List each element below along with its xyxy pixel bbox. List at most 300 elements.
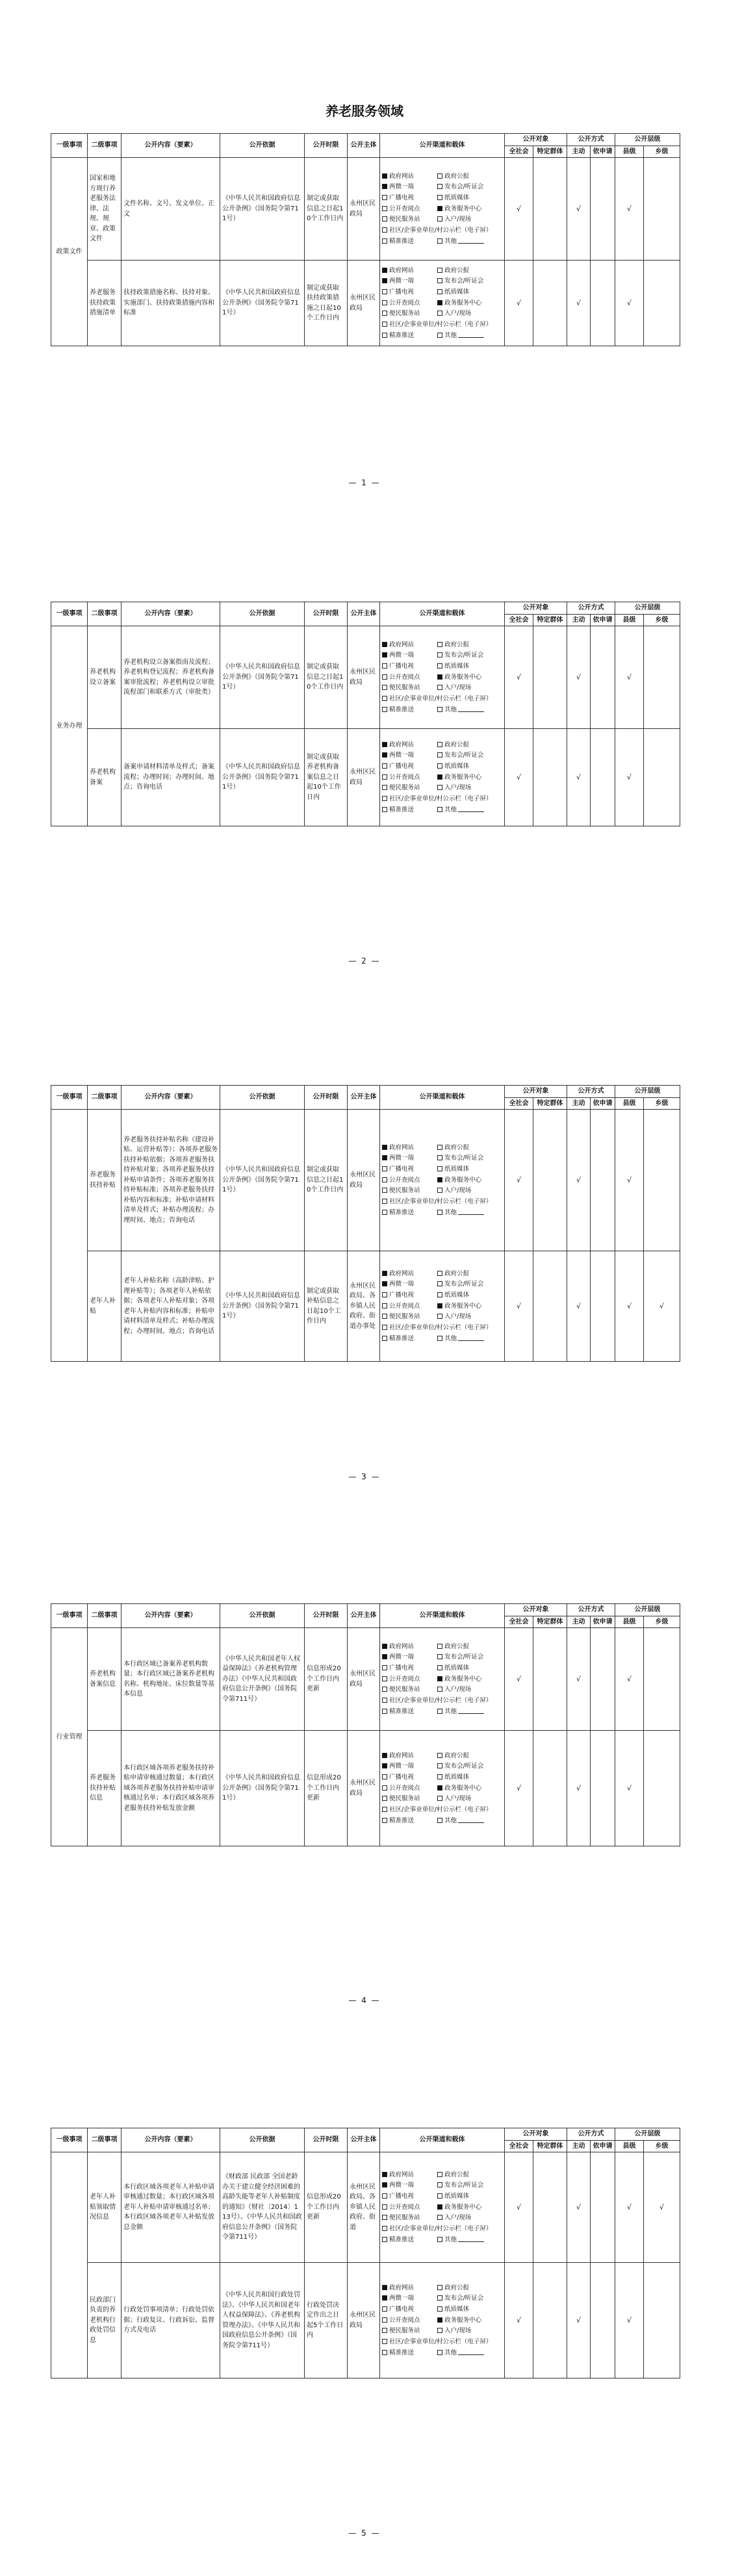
channel-label-broadcast: 广播电视 xyxy=(389,1165,415,1173)
checked-box-icon xyxy=(382,652,387,657)
channel-option xyxy=(437,1674,502,1685)
unchecked-box-icon xyxy=(382,685,387,690)
cell-level-county: √ xyxy=(615,2152,644,2263)
channel-label-paper: 纸质媒体 xyxy=(444,662,470,670)
unchecked-box-icon xyxy=(437,1166,442,1171)
header-object-all: 全社会 xyxy=(505,146,533,158)
header-content: 公开内容（要素） xyxy=(122,1604,220,1628)
channel-option xyxy=(382,1153,437,1164)
channel-label-gov-site: 政府网站 xyxy=(389,2171,415,2178)
header-object-all: 全社会 xyxy=(505,2140,533,2152)
cell-content: 行政处罚事项清单；行政处罚依据；行政复议、行政诉讼、监督方式及电话 xyxy=(122,2263,220,2378)
unchecked-box-icon xyxy=(437,1210,442,1215)
cell-level-county: √ xyxy=(615,261,644,346)
unchecked-box-icon xyxy=(437,1654,442,1659)
unchecked-box-icon xyxy=(382,1818,387,1823)
checked-box-icon xyxy=(382,2172,387,2177)
cell-content: 文件名称、文号、发文单位、正文 xyxy=(122,158,220,261)
checked-box-icon xyxy=(382,278,387,283)
channel-option xyxy=(382,225,502,236)
cell-level-county: √ xyxy=(615,2263,644,2378)
checked-box-icon xyxy=(437,206,442,211)
cell-channels xyxy=(380,1251,505,1362)
cell-level-town xyxy=(644,2263,680,2378)
cell-level-town xyxy=(644,158,680,261)
channel-option xyxy=(437,182,502,192)
cell-object-specific xyxy=(533,626,567,729)
channel-label-paper: 纸质媒体 xyxy=(444,194,470,201)
header-basis: 公开依据 xyxy=(220,2128,305,2152)
header-level-town: 乡级 xyxy=(644,146,680,158)
channel-label-hotline: 便民服务站 xyxy=(389,1313,420,1321)
header-method: 公开方式 xyxy=(567,134,615,146)
channel-label-board: 公开查阅点 xyxy=(389,2316,420,2324)
cell-content: 老年人补贴名称（高龄津贴、护理补贴等）；各项老年人补贴依据；各项老年人补贴对象；各项老年人补贴内容和标准；补贴申请材料清单及样式；补贴办理流程；办理时间、地点；咨询电话 xyxy=(122,1251,220,1362)
channel-list xyxy=(382,640,502,715)
checked-box-icon xyxy=(437,674,442,680)
channel-label-precise: 精准推送 xyxy=(389,1208,415,1216)
unchecked-box-icon xyxy=(437,1145,442,1150)
unchecked-box-icon xyxy=(437,289,442,294)
header-method: 公开方式 xyxy=(567,602,615,615)
channel-option xyxy=(382,661,437,672)
checked-box-icon xyxy=(382,2182,387,2187)
header-subject: 公开主体 xyxy=(348,602,380,626)
unchecked-box-icon xyxy=(437,184,442,189)
cell-basis: 《中华人民共和国行政处罚法》、《中华人民共和国老年人权益保障法》、《养老机构管理办法》、《中华人民共和国政府信息公开条例》（国务院令第711号） xyxy=(220,2263,305,2378)
channel-label-paper: 纸质媒体 xyxy=(444,2305,470,2313)
channel-option xyxy=(382,1663,437,1674)
cell-method-apply xyxy=(591,1110,615,1251)
channel-option xyxy=(437,1301,502,1312)
channel-label-board: 公开查阅点 xyxy=(389,1675,420,1683)
unchecked-box-icon xyxy=(437,2328,442,2333)
unchecked-box-icon xyxy=(382,1698,387,1703)
unchecked-box-icon xyxy=(382,1785,387,1791)
channel-option xyxy=(382,761,437,772)
channel-label-broadcast: 广播电视 xyxy=(389,288,415,296)
checked-box-icon xyxy=(382,1654,387,1659)
channel-option xyxy=(437,1175,502,1186)
channel-list xyxy=(382,1642,502,1717)
checked-box-icon xyxy=(382,1145,387,1150)
cell-level1: 业务办理 xyxy=(51,626,88,826)
channel-label-paper: 纸质媒体 xyxy=(444,1165,470,1173)
channel-option xyxy=(437,276,502,287)
channel-option xyxy=(382,1652,437,1663)
channel-label-precise: 精准推送 xyxy=(389,237,415,245)
checked-box-icon xyxy=(382,1644,387,1649)
channel-option xyxy=(382,2304,437,2315)
channel-label-other: 其他 xyxy=(444,2349,457,2356)
channel-option xyxy=(382,2315,437,2326)
table-row xyxy=(51,2152,680,2263)
unchecked-box-icon xyxy=(437,2172,442,2177)
channel-option xyxy=(437,214,502,225)
header-level1: 一级事项 xyxy=(51,1604,88,1628)
channel-option xyxy=(382,2180,437,2191)
channel-label-paper: 纸质媒体 xyxy=(444,1664,470,1672)
unchecked-box-icon xyxy=(437,268,442,273)
channel-option xyxy=(382,2213,437,2223)
table-row xyxy=(51,1110,680,1251)
unchecked-box-icon xyxy=(382,1210,387,1215)
unchecked-box-icon xyxy=(382,238,387,244)
channel-label-service-center: 政务服务中心 xyxy=(444,2203,482,2211)
cell-level1 xyxy=(51,2152,88,2378)
cell-level2: 养老服务扶持政策措施清单 xyxy=(88,261,122,346)
cell-level-town: √ xyxy=(644,2152,680,2263)
checked-box-icon xyxy=(382,268,387,273)
table-row xyxy=(51,729,680,826)
channel-label-community: 社区/企事业单位/村公示栏（电子屏） xyxy=(389,2338,492,2345)
unchecked-box-icon xyxy=(382,1676,387,1681)
other-blank-line xyxy=(458,805,484,812)
channel-label-one-net: 两微一端 xyxy=(389,1763,415,1770)
channel-list xyxy=(382,2283,502,2358)
channel-label-other: 其他 xyxy=(444,237,457,245)
channel-option xyxy=(437,740,502,750)
cell-subject: 永州区民政局 xyxy=(348,1731,380,1846)
channel-list xyxy=(382,1269,502,1344)
header-level1: 一级事项 xyxy=(51,134,88,158)
header-content: 公开内容（要素） xyxy=(122,602,220,626)
unchecked-box-icon xyxy=(437,2182,442,2187)
channel-option xyxy=(382,2235,437,2245)
channel-list xyxy=(382,740,502,815)
catalog-table xyxy=(51,133,680,346)
channel-label-precise: 精准推送 xyxy=(389,706,415,713)
channel-option xyxy=(437,683,502,693)
unchecked-box-icon xyxy=(382,674,387,680)
cell-method-active: √ xyxy=(567,1628,591,1731)
unchecked-box-icon xyxy=(437,1292,442,1297)
checked-box-icon xyxy=(437,774,442,780)
channel-label-press: 发布会/听证会 xyxy=(444,1653,484,1661)
unchecked-box-icon xyxy=(437,2237,442,2242)
cell-level2: 国家和地方现行养老服务法律、法规、规章、政策文件 xyxy=(88,158,122,261)
unchecked-box-icon xyxy=(382,1188,387,1193)
channel-label-precise: 精准推送 xyxy=(389,806,415,813)
channel-label-door: 入户/现场 xyxy=(444,784,472,792)
cell-subject: 永州区民政局 xyxy=(348,729,380,826)
channel-option xyxy=(382,2191,437,2202)
channel-option xyxy=(437,1642,502,1652)
cell-channels xyxy=(380,2263,505,2378)
channel-option xyxy=(437,1751,502,1761)
channel-option xyxy=(382,2293,437,2304)
cell-level-town xyxy=(644,626,680,729)
header-channels: 公开渠道和载体 xyxy=(380,1604,505,1628)
unchecked-box-icon xyxy=(382,1292,387,1297)
channel-label-gov-site: 政府网站 xyxy=(389,741,415,748)
cell-method-active: √ xyxy=(567,1251,591,1362)
channel-label-one-net: 两微一端 xyxy=(389,2182,415,2189)
channel-label-community: 社区/企事业单位/村公示栏（电子屏） xyxy=(389,1198,492,1205)
channel-option xyxy=(382,276,437,287)
unchecked-box-icon xyxy=(437,1644,442,1649)
checked-box-icon xyxy=(382,1155,387,1160)
channel-label-press: 发布会/听证会 xyxy=(444,2182,484,2189)
unchecked-box-icon xyxy=(437,1281,442,1286)
channel-option xyxy=(437,761,502,772)
channel-label-one-net: 两微一端 xyxy=(389,752,415,759)
header-time: 公开时限 xyxy=(305,134,348,158)
cell-basis: 《中华人民共和国政府信息公开条例》（国务院令第711号） xyxy=(220,261,305,346)
channel-label-one-net: 两微一端 xyxy=(389,1653,415,1661)
channel-label-press: 发布会/听证会 xyxy=(444,1281,484,1288)
channel-option xyxy=(382,320,502,330)
header-level: 公开层级 xyxy=(615,2128,680,2141)
channel-label-other: 其他 xyxy=(444,2236,457,2243)
cell-object-specific xyxy=(533,158,567,261)
cell-object-all: √ xyxy=(505,1628,533,1731)
unchecked-box-icon xyxy=(382,2328,387,2333)
header-level-county: 县级 xyxy=(615,614,644,626)
cell-method-apply xyxy=(591,1731,615,1846)
unchecked-box-icon xyxy=(437,278,442,283)
channel-label-board: 公开查阅点 xyxy=(389,299,420,307)
channel-label-service-center: 政务服务中心 xyxy=(444,673,482,681)
catalog-page xyxy=(51,1603,680,1846)
channel-label-one-net: 两微一端 xyxy=(389,2295,415,2302)
channel-label-gov-bulletin: 政府公报 xyxy=(444,641,470,648)
header-channels: 公开渠道和载体 xyxy=(380,134,505,158)
cell-level-county: √ xyxy=(615,729,644,826)
header-basis: 公开依据 xyxy=(220,1086,305,1110)
channel-label-press: 发布会/听证会 xyxy=(444,183,484,191)
cell-channels xyxy=(380,626,505,729)
channel-option xyxy=(382,1301,437,1312)
channel-option xyxy=(437,204,502,214)
header-level1: 一级事项 xyxy=(51,602,88,626)
cell-level-town xyxy=(644,729,680,826)
channel-option xyxy=(382,1175,437,1186)
header-level: 公开层级 xyxy=(615,1604,680,1616)
header-level2: 二级事项 xyxy=(88,602,122,626)
channel-label-gov-bulletin: 政府公报 xyxy=(444,1143,470,1151)
header-level-county: 县级 xyxy=(615,1097,644,1110)
channel-label-broadcast: 广播电视 xyxy=(389,194,415,201)
header-object: 公开对象 xyxy=(505,602,567,615)
channel-option xyxy=(382,1816,437,1826)
header-level: 公开层级 xyxy=(615,602,680,615)
table-row xyxy=(51,261,680,346)
channel-label-door: 入户/现场 xyxy=(444,2214,472,2222)
channel-option xyxy=(382,2348,437,2358)
header-object: 公开对象 xyxy=(505,1604,567,1616)
cell-object-specific xyxy=(533,2263,567,2378)
channel-label-precise: 精准推送 xyxy=(389,2349,415,2356)
channel-option xyxy=(382,287,437,298)
cell-method-active: √ xyxy=(567,729,591,826)
channel-list xyxy=(382,172,502,247)
header-subject: 公开主体 xyxy=(348,2128,380,2152)
unchecked-box-icon xyxy=(437,1336,442,1341)
header-content: 公开内容（要素） xyxy=(122,1086,220,1110)
cell-level1: 行业管理 xyxy=(51,1628,88,1846)
channel-label-other: 其他 xyxy=(444,331,457,339)
checked-box-icon xyxy=(382,742,387,747)
cell-channels xyxy=(380,158,505,261)
channel-option xyxy=(437,1334,502,1344)
channel-label-hotline: 便民服务站 xyxy=(389,2327,420,2335)
channel-label-service-center: 政务服务中心 xyxy=(444,299,482,307)
unchecked-box-icon xyxy=(437,1271,442,1276)
header-channels: 公开渠道和载体 xyxy=(380,602,505,626)
channel-label-other: 其他 xyxy=(444,706,457,713)
channel-label-gov-bulletin: 政府公报 xyxy=(444,172,470,180)
channel-option xyxy=(382,2337,502,2347)
cell-object-all: √ xyxy=(505,2152,533,2263)
page-number: — 1 — xyxy=(348,478,381,487)
channel-option xyxy=(382,2326,437,2336)
channel-label-broadcast: 广播电视 xyxy=(389,1664,415,1672)
cell-subject: 永州区民政局 xyxy=(348,626,380,729)
channel-label-board: 公开查阅点 xyxy=(389,1176,420,1184)
table-row xyxy=(51,1731,680,1846)
channel-label-door: 入户/现场 xyxy=(444,1313,472,1321)
unchecked-box-icon xyxy=(382,1336,387,1341)
unchecked-box-icon xyxy=(382,289,387,294)
header-object-specific: 特定群体 xyxy=(533,1616,567,1628)
channel-label-gov-site: 政府网站 xyxy=(389,641,415,648)
cell-basis: 《中华人民共和国政府信息公开条例》（国务院令第711号） xyxy=(220,1110,305,1251)
channel-label-other: 其他 xyxy=(444,1334,457,1342)
header-method-apply: 依申请 xyxy=(591,1616,615,1628)
unchecked-box-icon xyxy=(437,752,442,758)
channel-option xyxy=(437,1685,502,1695)
cell-level1 xyxy=(51,1110,88,1362)
unchecked-box-icon xyxy=(437,742,442,747)
channel-option xyxy=(382,672,437,683)
unchecked-box-icon xyxy=(382,1166,387,1171)
checked-box-icon xyxy=(437,2204,442,2210)
channel-option xyxy=(382,1279,437,1290)
channel-label-gov-bulletin: 政府公报 xyxy=(444,2284,470,2291)
header-basis: 公开依据 xyxy=(220,1604,305,1628)
unchecked-box-icon xyxy=(382,774,387,780)
header-method-active: 主动 xyxy=(567,2140,591,2152)
cell-object-specific xyxy=(533,1251,567,1362)
channel-option xyxy=(437,331,502,341)
header-object-all: 全社会 xyxy=(505,1616,533,1628)
unchecked-box-icon xyxy=(382,1665,387,1670)
cell-level2: 养老服务扶持补贴信息 xyxy=(88,1731,122,1846)
header-level-town: 乡级 xyxy=(644,614,680,626)
unchecked-box-icon xyxy=(437,1687,442,1692)
channel-option xyxy=(382,236,437,247)
unchecked-box-icon xyxy=(382,696,387,701)
other-blank-line xyxy=(458,331,484,338)
header-method-apply: 依申请 xyxy=(591,614,615,626)
header-channels: 公开渠道和载体 xyxy=(380,2128,505,2152)
channel-label-door: 入户/现场 xyxy=(444,310,472,318)
channel-label-press: 发布会/听证会 xyxy=(444,1154,484,1162)
channel-label-hotline: 便民服务站 xyxy=(389,310,420,318)
unchecked-box-icon xyxy=(382,206,387,211)
channel-label-door: 入户/现场 xyxy=(444,1686,472,1694)
header-level-town: 乡级 xyxy=(644,1097,680,1110)
cell-method-active: √ xyxy=(567,626,591,729)
channel-label-gov-site: 政府网站 xyxy=(389,1143,415,1151)
channel-option xyxy=(437,640,502,650)
channel-option xyxy=(382,1143,437,1153)
catalog-page xyxy=(51,1085,680,1362)
table-row xyxy=(51,1628,680,1731)
channel-option xyxy=(437,1794,502,1804)
channel-label-hotline: 便民服务站 xyxy=(389,216,420,223)
cell-method-active: √ xyxy=(567,261,591,346)
checked-box-icon xyxy=(437,2317,442,2323)
cell-level-town xyxy=(644,1110,680,1251)
channel-option xyxy=(437,1312,502,1322)
unchecked-box-icon xyxy=(437,333,442,338)
cell-level2: 养老机构设立备案 xyxy=(88,626,122,729)
cell-time: 制定或获取扶持政策措施之日起10个工作日内 xyxy=(305,261,348,346)
unchecked-box-icon xyxy=(437,1314,442,1319)
unchecked-box-icon xyxy=(437,173,442,179)
cell-method-apply xyxy=(591,1628,615,1731)
channel-option xyxy=(382,204,437,214)
channel-option xyxy=(437,661,502,672)
header-level-town: 乡级 xyxy=(644,2140,680,2152)
cell-object-all: √ xyxy=(505,261,533,346)
header-method-apply: 依申请 xyxy=(591,2140,615,2152)
unchecked-box-icon xyxy=(382,311,387,316)
channel-option xyxy=(437,2348,502,2358)
header-level1: 一级事项 xyxy=(51,2128,88,2152)
cell-content: 备案申请材料清单及样式；备案流程；办理时间；办理时间、地点；咨询电话 xyxy=(122,729,220,826)
header-method: 公开方式 xyxy=(567,1086,615,1098)
unchecked-box-icon xyxy=(437,1763,442,1768)
cell-channels xyxy=(380,729,505,826)
unchecked-box-icon xyxy=(437,2295,442,2301)
channel-label-gov-site: 政府网站 xyxy=(389,1642,415,1650)
channel-label-gov-site: 政府网站 xyxy=(389,266,415,274)
unchecked-box-icon xyxy=(382,1687,387,1692)
channel-label-precise: 精准推送 xyxy=(389,2236,415,2243)
channel-label-paper: 纸质媒体 xyxy=(444,2192,470,2200)
cell-time: 信息形成20个工作日内更新 xyxy=(305,2152,348,2263)
header-subject: 公开主体 xyxy=(348,1604,380,1628)
channel-label-service-center: 政务服务中心 xyxy=(444,1176,482,1184)
channel-label-community: 社区/企事业单位/村公示栏（电子屏） xyxy=(389,1806,492,1813)
channel-option xyxy=(437,1663,502,1674)
checked-box-icon xyxy=(437,1676,442,1681)
channel-option xyxy=(437,2293,502,2304)
channel-option xyxy=(382,182,437,192)
header-level2: 二级事项 xyxy=(88,1604,122,1628)
channel-label-gov-bulletin: 政府公报 xyxy=(444,1752,470,1759)
channel-list xyxy=(382,2170,502,2245)
other-blank-line xyxy=(458,1208,484,1215)
header-level2: 二级事项 xyxy=(88,2128,122,2152)
table-row xyxy=(51,626,680,729)
unchecked-box-icon xyxy=(437,785,442,790)
header-channels: 公开渠道和载体 xyxy=(380,1086,505,1110)
header-object: 公开对象 xyxy=(505,1086,567,1098)
header-method-active: 主动 xyxy=(567,614,591,626)
cell-basis: 《中华人民共和国政府信息公开条例》（国务院令第711号） xyxy=(220,1251,305,1362)
header-subject: 公开主体 xyxy=(348,134,380,158)
unchecked-box-icon xyxy=(382,807,387,812)
cell-channels xyxy=(380,2152,505,2263)
channel-label-hotline: 便民服务站 xyxy=(389,784,420,792)
unchecked-box-icon xyxy=(437,1709,442,1714)
channel-option xyxy=(382,331,437,341)
cell-subject: 永州区民政局 xyxy=(348,2263,380,2378)
